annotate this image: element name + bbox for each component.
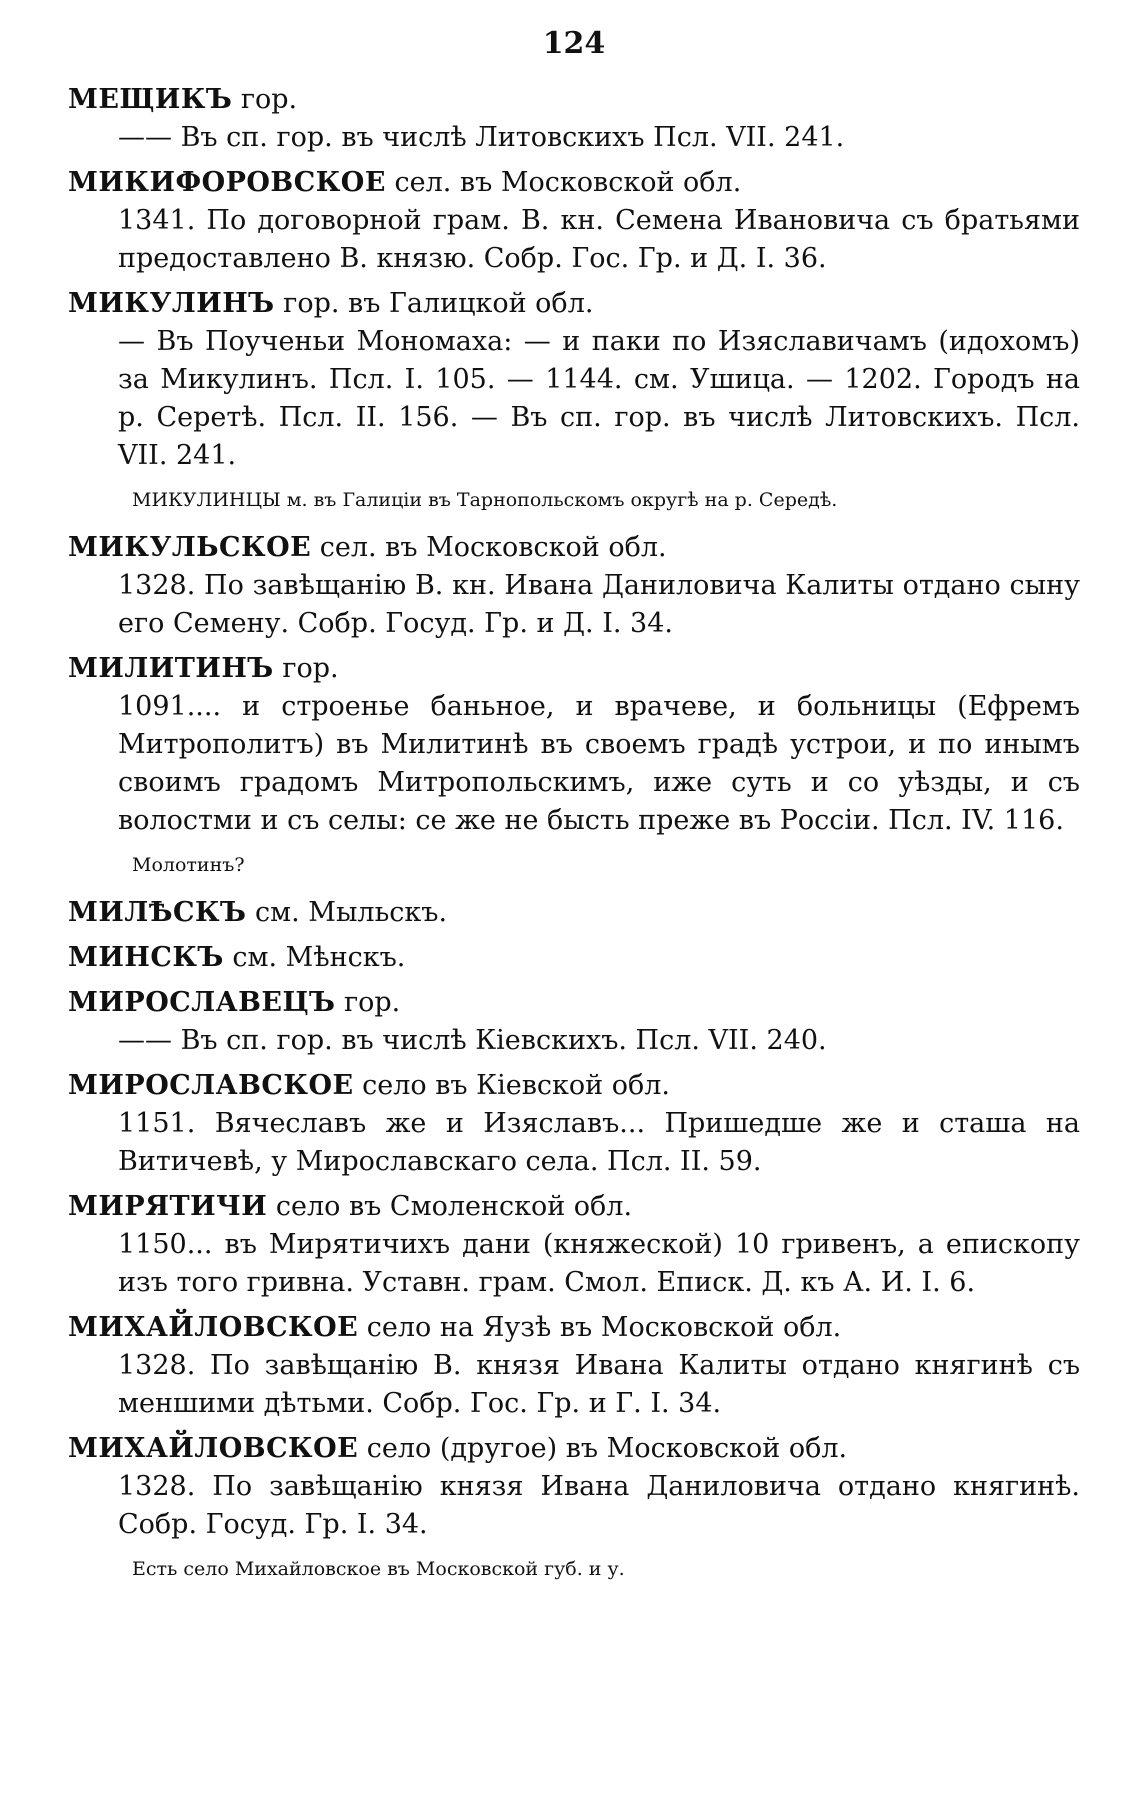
entry-heading — [68, 285, 1080, 323]
entry-head-description: сел. въ Московской обл. — [311, 532, 667, 563]
entry-headword: МЕЩИКЪ — [68, 84, 233, 115]
dictionary-entry — [68, 1188, 1080, 1302]
dictionary-entry — [68, 164, 1080, 278]
entry-body-text: 1328. По завѣщанію В. кн. Ивана Даниловича Калиты отдано сыну его Семену. Собр. Госуд. Гр. и Д. I. 34. — [118, 570, 1080, 639]
entry-heading — [68, 1067, 1080, 1105]
entry-head-description: село въ Смоленской обл. — [267, 1191, 633, 1222]
entry-headword: МИКИФОРОВСКОЕ — [68, 167, 386, 198]
dictionary-entry — [68, 894, 1080, 932]
entry-footnote: Молотинъ? — [132, 854, 245, 876]
entry-headword: МИЛѢСКЪ — [68, 897, 247, 928]
dictionary-entry — [68, 650, 1080, 880]
entry-headword: МИНСКЪ — [68, 942, 224, 973]
entry-body-text: 1328. По завѣщанію В. князя Ивана Калиты отдано княгинѣ съ меншими дѣтьми. Собр. Гос. Гр. и Г. I. 34. — [118, 1350, 1080, 1419]
entry-heading — [68, 984, 1080, 1022]
dictionary-entry — [68, 529, 1080, 643]
entry-head-description: гор. — [335, 987, 401, 1018]
entry-headword: МИЛИТИНЪ — [68, 653, 274, 684]
entry-list — [68, 81, 1080, 1584]
entry-footnote: МИКУЛИНЦЫ м. въ Галиціи въ Тарнопольскомъ округѣ на р. Середѣ. — [132, 489, 838, 511]
entry-headword: МИХАЙЛОВСКОЕ — [68, 1433, 359, 1464]
dictionary-entry — [68, 1067, 1080, 1181]
entry-headword: МИХАЙЛОВСКОЕ — [68, 1312, 359, 1343]
entry-headword: МИКУЛИНЪ — [68, 288, 275, 319]
entry-heading — [68, 1188, 1080, 1226]
entry-head-description: село (другое) въ Московской обл. — [358, 1433, 848, 1464]
entry-heading — [68, 1309, 1080, 1347]
entry-head-description: село въ Кіевской обл. — [353, 1070, 670, 1101]
dictionary-entry — [68, 1309, 1080, 1423]
entry-headword: МИКУЛЬСКОЕ — [68, 532, 312, 563]
entry-heading — [68, 894, 1080, 932]
entry-head-description: село на Яузѣ въ Московской обл. — [358, 1312, 842, 1343]
entry-heading — [68, 939, 1080, 977]
entry-body-text: 1150... въ Мирятичихъ дани (княжеской) 10 гривенъ, а епископу изъ того гривна. Уставн. грам. Смол. Еписк. Д. къ А. И. I. 6. — [118, 1229, 1080, 1298]
entry-heading — [68, 81, 1080, 119]
entry-body-text: 1151. Вячеславъ же и Изяславъ... Пришедше же и сташа на Витичевѣ, у Мирославскаго села. Псл. II. 59. — [118, 1108, 1080, 1177]
entry-headword: МИРОСЛАВСКОЕ — [68, 1070, 354, 1101]
entry-head-description: гор. — [232, 84, 298, 115]
entry-head-description: см. Мыльскъ. — [246, 897, 448, 928]
dictionary-entry — [68, 939, 1080, 977]
entry-body-text: 1328. По завѣщанію князя Ивана Даниловича отдано княгинѣ. Собр. Госуд. Гр. I. 34. — [118, 1471, 1080, 1540]
entry-body-text: —— Въ сп. гор. въ числѣ Литовскихъ Псл. VII. 241. — [118, 122, 845, 153]
entry-head-description: гор. — [273, 653, 339, 684]
entry-head-description: сел. въ Московской обл. — [385, 167, 742, 198]
dictionary-entry — [68, 81, 1080, 157]
entry-footnote: Есть село Михайловское въ Московской губ. и у. — [132, 1558, 625, 1580]
entry-body-text: —— Въ сп. гор. въ числѣ Кіевскихъ. Псл. VII. 240. — [118, 1025, 827, 1056]
dictionary-entry — [68, 984, 1080, 1060]
entry-heading — [68, 164, 1080, 202]
entry-body-text: 1341. По договорной грам. В. кн. Семена Ивановича съ братьями предоставлено В. князю. Собр. Гос. Гр. и Д. I. 36. — [118, 205, 1080, 274]
entry-head-description: гор. въ Галицкой обл. — [274, 288, 594, 319]
entry-heading — [68, 529, 1080, 567]
page-number: 124 — [542, 26, 606, 61]
entry-heading — [68, 1430, 1080, 1468]
entry-head-description: см. Мѣнскъ. — [223, 942, 406, 973]
entry-headword: МИРЯТИЧИ — [68, 1191, 268, 1222]
dictionary-entry — [68, 1430, 1080, 1584]
entry-body-text: — Въ Поученьи Мономаха: — и паки по Изяславичамъ (идохомъ) за Микулинъ. Псл. I. 105. — 1144. см. Ушица. — 1202. Городъ на р. Серетѣ. Псл. II. 156. — Въ сп. гор. въ числѣ Литовскихъ. Псл. VII. 241. — [118, 326, 1080, 471]
entry-body-text: 1091.... и строенье баньное, и врачеве, и больницы (Ефремъ Митрополитъ) въ Милитинѣ въ своемъ градѣ устрои, и по инымъ своимъ градомъ Митропольскимъ, иже суть и со уѣзды, и съ волостми и съ селы: се же не бысть преже въ Россіи. Псл. IV. 116. — [118, 691, 1080, 836]
dictionary-entry — [68, 285, 1080, 515]
entry-heading — [68, 650, 1080, 688]
entry-headword: МИРОСЛАВЕЦЪ — [68, 987, 336, 1018]
